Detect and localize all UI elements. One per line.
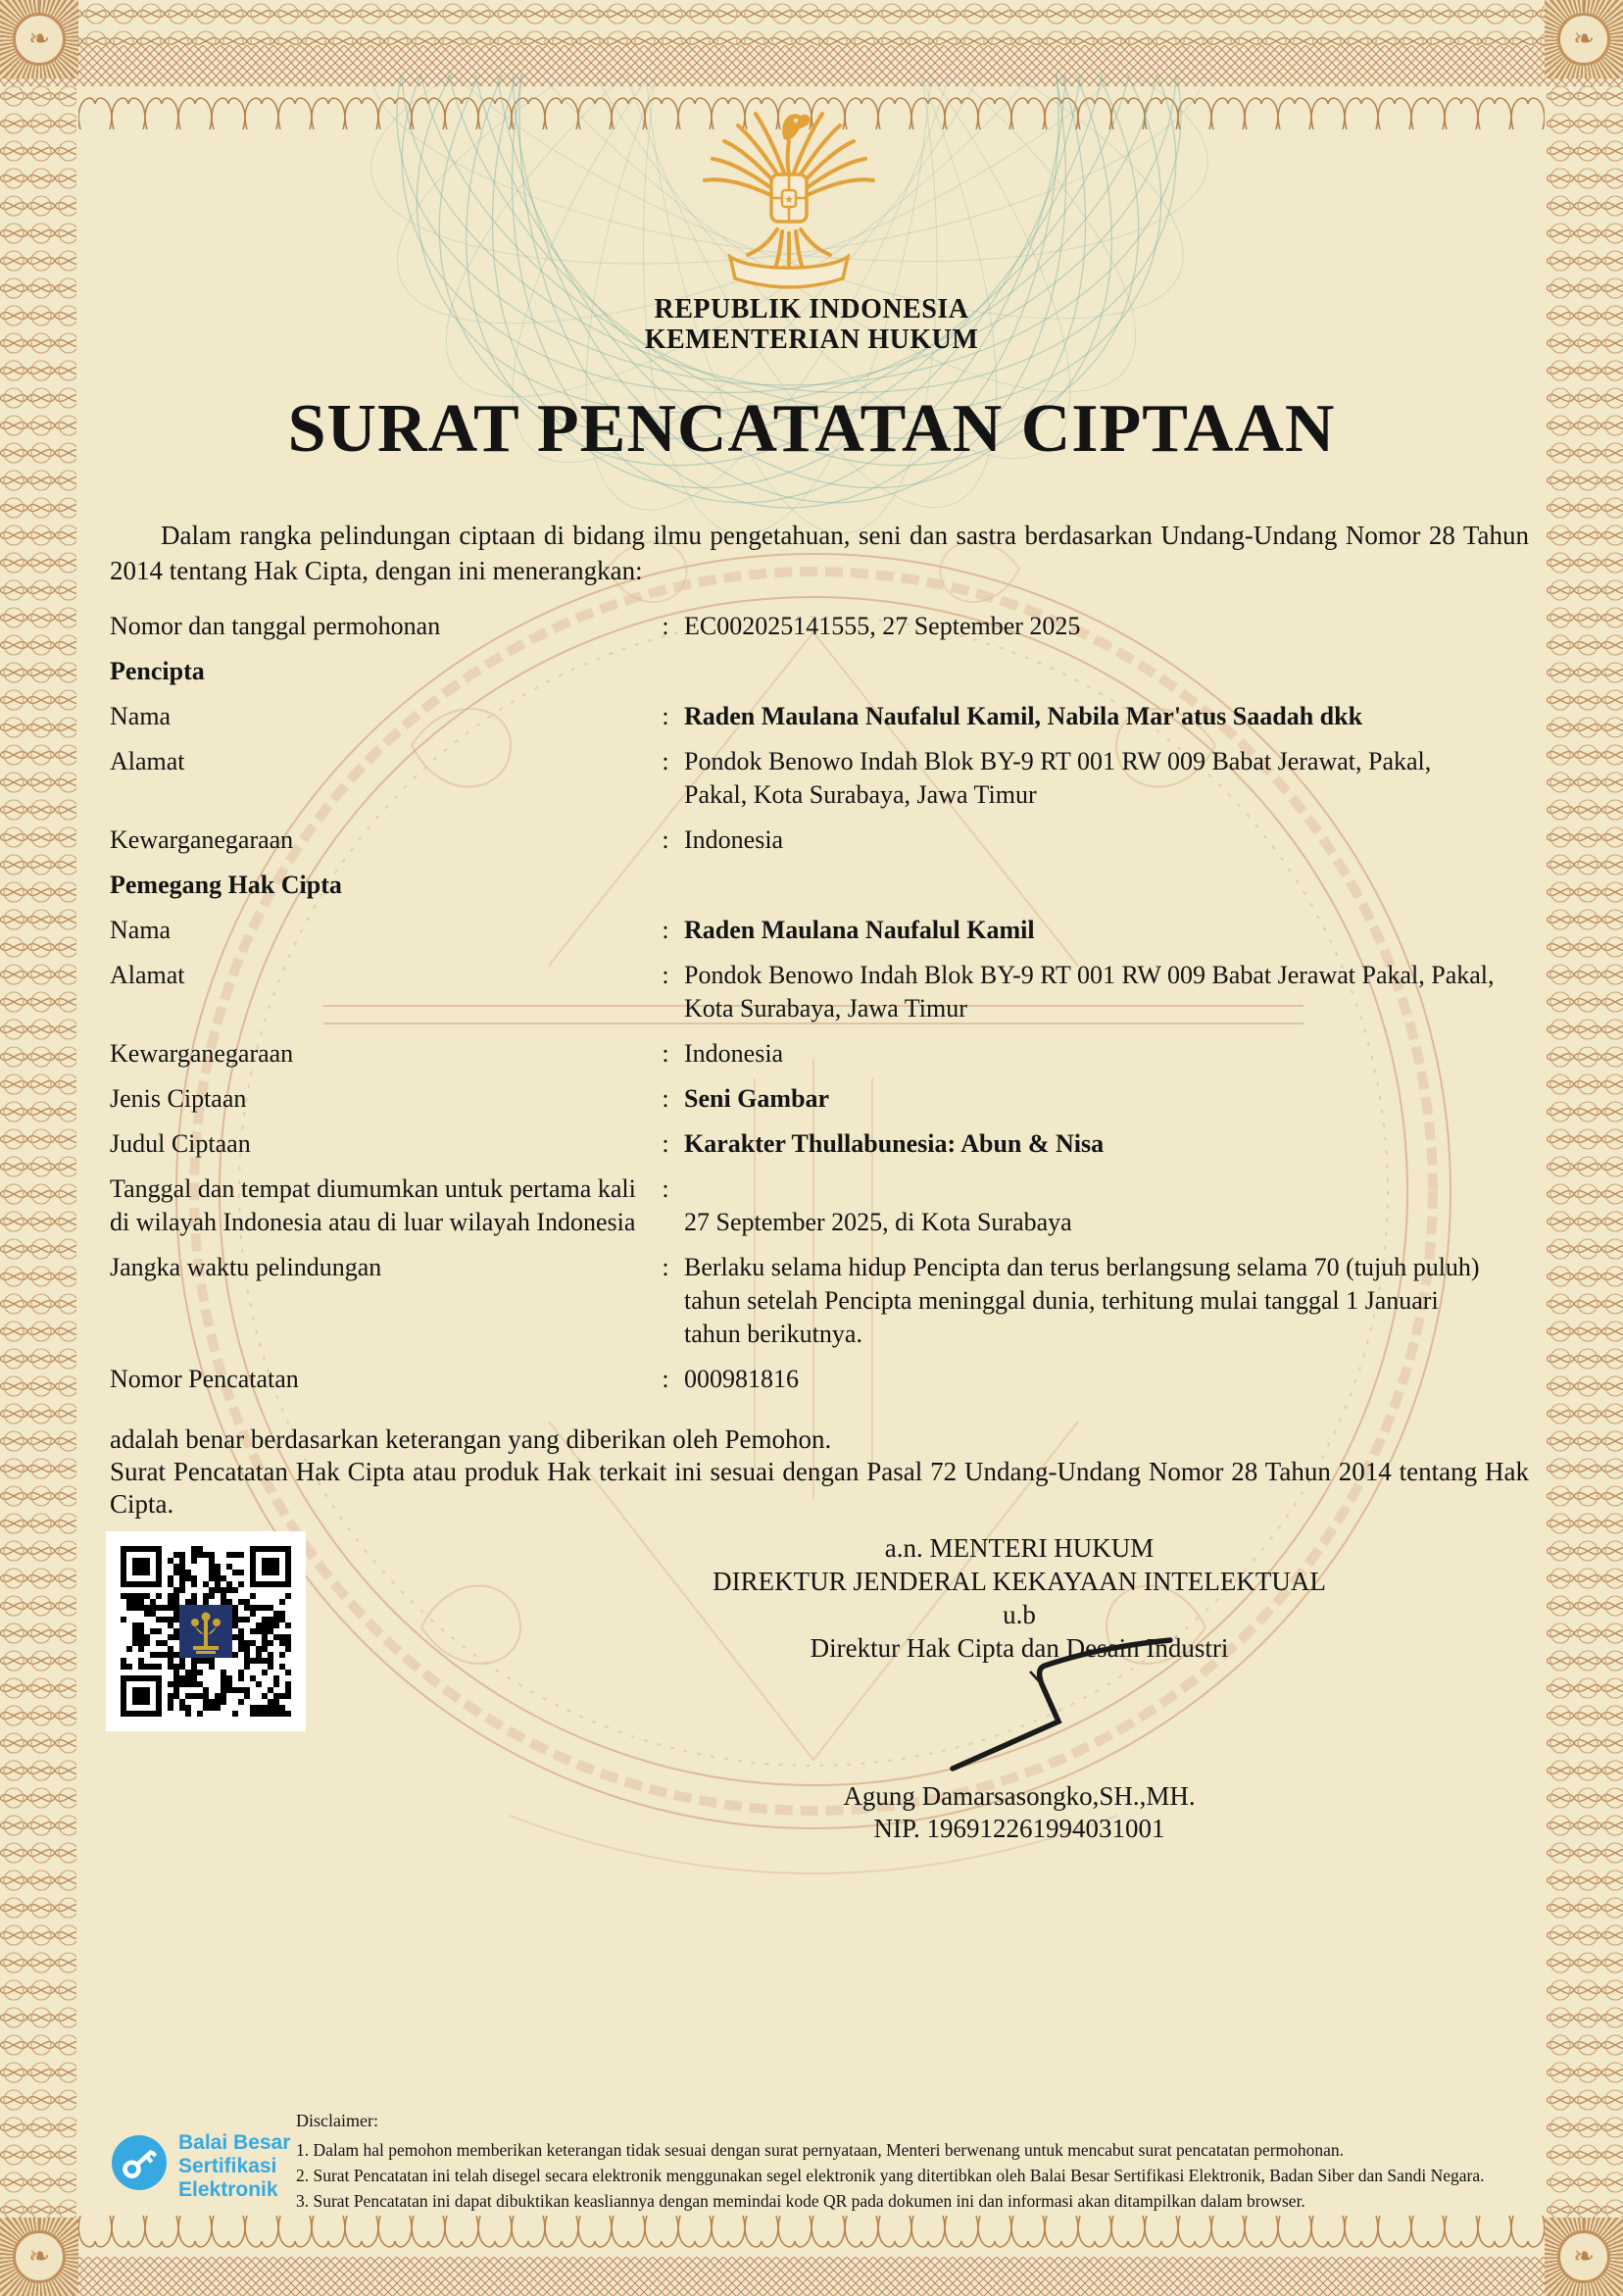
field-row [110, 610, 1529, 643]
field-label: Nomor Pencatatan [110, 1365, 299, 1393]
field-colon: : [662, 1039, 669, 1068]
qr-code [106, 1531, 306, 1731]
signature-directorate: DIREKTUR JENDERAL KEKAYAAN INTELEKTUAL [713, 1567, 1326, 1596]
field-row [110, 1251, 1529, 1351]
field-label: Nomor dan tanggal permohonan [110, 612, 441, 640]
field-label: Alamat [110, 961, 185, 989]
signature-director-title: Direktur Hak Cipta dan Desain Industri [810, 1633, 1229, 1663]
bsre-line-3: Elektronik [178, 2178, 278, 2201]
disclaimer-item: 2. Surat Pencatatan ini telah disegel secara elektronik menggunakan segel elektronik yang ditertibkan oleh Balai Besar Sertifikasi Elektronik, Badan Siber dan Sandi Negara. [296, 2166, 1485, 2185]
section-heading: Pencipta [110, 657, 205, 685]
field-row [110, 914, 1529, 947]
field-row [110, 1363, 1529, 1396]
intro-paragraph: Dalam rangka pelindungan ciptaan di bidang ilmu pengetahuan, seni dan sastra berdasarkan Undang-Undang Nomor 28 Tahun 2014 tentang Hak Cipta, dengan ini menerangkan: [110, 521, 1529, 585]
closing-line-2: Surat Pencatatan Hak Cipta atau produk Hak terkait ini sesuai dengan Pasal 72 Undang-Undang Nomor 28 Tahun 2014 tentang Hak Cipta. [110, 1457, 1529, 1519]
corner-rosette-top-right [1545, 0, 1623, 78]
garuda-pancasila-emblem [689, 84, 889, 292]
field-label: Nama [110, 702, 172, 730]
field-label: Alamat [110, 747, 185, 775]
fields [110, 610, 1529, 1396]
corner-rosette-bottom-right [1545, 2218, 1623, 2296]
disclaimer-item: 1. Dalam hal pemohon memberikan keterangan tidak sesuai dengan surat pernyataan, Menteri berwenang untuk mencabut surat pencatatan permohonan. [296, 2140, 1345, 2160]
field-row [110, 1173, 1529, 1239]
signature-scribble [882, 1620, 1294, 1786]
section-heading: Pemegang Hak Cipta [110, 871, 342, 899]
field-row [110, 959, 1529, 1025]
field-label: Kewarganegaraan [110, 1039, 294, 1068]
field-label: Kewarganegaraan [110, 825, 294, 854]
field-label: Jenis Ciptaan [110, 1084, 247, 1113]
bsre-line-2: Sertifikasi [178, 2155, 277, 2177]
field-value: Pondok Benowo Indah Blok BY-9 RT 001 RW 009 Babat Jerawat Pakal, Pakal, Kota Surabaya, Jawa Timur [684, 961, 1495, 1023]
signer-identity [608, 1780, 1431, 1845]
field-value: Pondok Benowo Indah Blok BY-9 RT 001 RW 009 Babat Jerawat, Pakal, Pakal, Kota Surabaya, Jawa Timur [684, 747, 1432, 809]
svg-text:★: ★ [784, 194, 794, 206]
field-colon: : [662, 1129, 669, 1158]
field-row [110, 700, 1529, 733]
field-value: Indonesia [684, 825, 784, 854]
qr-code-svg [111, 1536, 301, 1726]
field-colon: : [662, 825, 669, 854]
field-colon: : [662, 1174, 669, 1203]
field-value: Berlaku selama hidup Pencipta dan terus berlangsung selama 70 (tujuh puluh) tahun setelah Pencipta meninggal dunia, terhitung mulai tanggal 1 Januari tahun berikutnya. [684, 1253, 1480, 1348]
field-value: Seni Gambar [684, 1084, 830, 1113]
field-label: Tanggal dan tempat diumumkan untuk pertama kali di wilayah Indonesia atau di luar wilayah Indonesia [110, 1174, 636, 1236]
field-colon: : [662, 1084, 669, 1113]
signer-nip: NIP. 196912261994031001 [873, 1814, 1165, 1843]
bsre-logo-text [178, 2131, 290, 2202]
field-value: Indonesia [684, 1039, 784, 1068]
field-row [110, 1127, 1529, 1161]
disclaimer-item: 3. Surat Pencatatan ini dapat dibuktikan keasliannya dengan memindai kode QR pada dokumen ini dan informasi akan ditampilkan dalam browser. [296, 2191, 1305, 2211]
field-value: Raden Maulana Naufalul Kamil, Nabila Mar'atus Saadah dkk [684, 702, 1363, 730]
field-colon: : [662, 612, 669, 640]
field-row [110, 824, 1529, 857]
field-value: Karakter Thullabunesia: Abun & Nisa [684, 1129, 1105, 1158]
disclaimer [296, 2108, 1541, 2214]
field-row [110, 1037, 1529, 1071]
field-label: Jangka waktu pelindungan [110, 1253, 382, 1281]
closing-statement [110, 1423, 1529, 1521]
bsre-line-1: Balai Besar [178, 2131, 291, 2154]
field-colon: : [662, 702, 669, 730]
field-colon: : [662, 916, 669, 944]
field-value: Raden Maulana Naufalul Kamil [684, 916, 1035, 944]
field-colon: : [662, 961, 669, 989]
bsre-logo-icon [110, 2133, 169, 2192]
field-row [110, 745, 1529, 812]
field-label: Judul Ciptaan [110, 1129, 251, 1158]
signature-on-behalf: a.n. MENTERI HUKUM [884, 1533, 1155, 1563]
field-colon: : [662, 747, 669, 775]
signer-name: Agung Damarsasongko,SH.,MH. [843, 1781, 1196, 1811]
field-value: EC002025141555, 27 September 2025 [684, 612, 1081, 640]
field-colon: : [662, 1253, 669, 1281]
document-title: SURAT PENCATATAN CIPTAAN [287, 391, 1336, 467]
field-label: Nama [110, 916, 172, 944]
disclaimer-heading: Disclaimer: [296, 2111, 378, 2130]
field-colon: : [662, 1365, 669, 1393]
field-value: 27 September 2025, di Kota Surabaya [684, 1208, 1072, 1236]
field-value: 000981816 [684, 1365, 799, 1393]
ministry-heading: KEMENTERIAN HUKUM [644, 324, 979, 355]
field-row [110, 1082, 1529, 1116]
closing-line-1: adalah benar berdasarkan keterangan yang diberikan oleh Pemohon. [110, 1424, 832, 1454]
corner-rosette-bottom-left [0, 2218, 78, 2296]
signature-ub: u.b [1003, 1600, 1036, 1629]
republic-heading: REPUBLIK INDONESIA [654, 294, 969, 324]
corner-rosette-top-left [0, 0, 78, 78]
